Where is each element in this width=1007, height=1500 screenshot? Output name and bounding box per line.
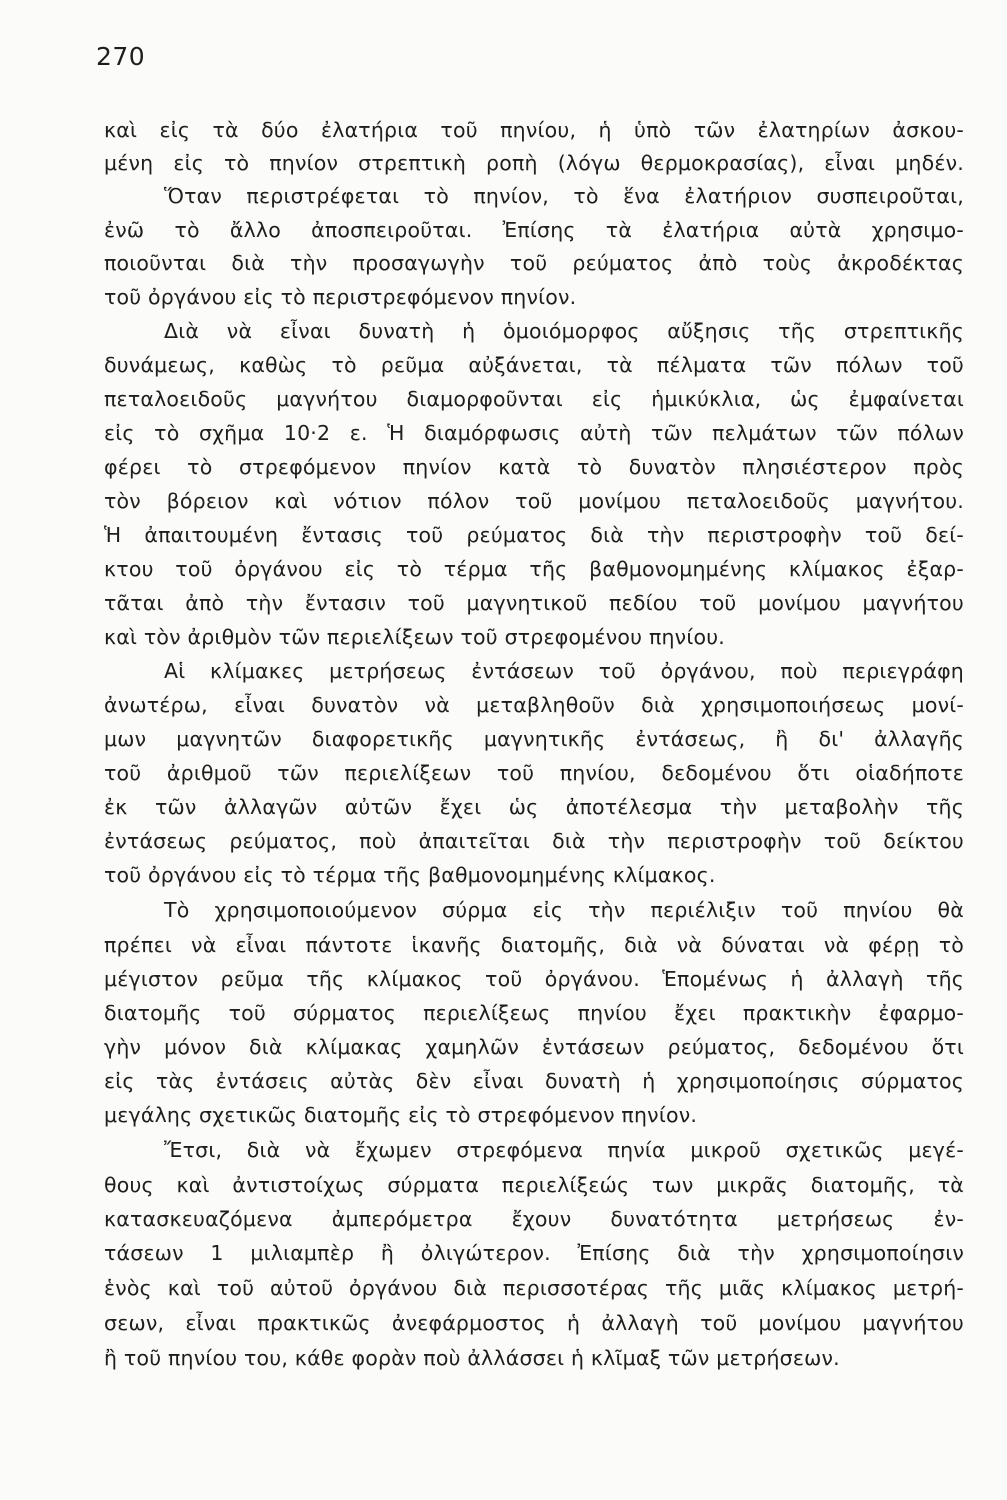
text-line: διατομῆς τοῦ σύρματος περιελίξεως πηνίου ἔχει πρακτικὴν ἐφαρμο-	[104, 1001, 964, 1025]
text-line: Διὰ νὰ εἶναι δυνατὴ ἡ ὁμοιόμορφος αὔξησις τῆς στρεπτικῆς	[164, 319, 964, 343]
page-number: 270	[96, 42, 146, 71]
text-line: ἐκ τῶν ἀλλαγῶν αὐτῶν ἔχει ὡς ἀποτέλεσμα τὴν μεταβολὴν τῆς	[104, 795, 964, 819]
text-line: μεγάλης σχετικῶς διατομῆς εἰς τὸ στρεφόμενον πηνίον.	[104, 1103, 698, 1127]
text-line: τοῦ ἀριθμοῦ τῶν περιελίξεων τοῦ πηνίου, δεδομένου ὅτι οἱαδήποτε	[104, 761, 964, 785]
text-line: ἀνωτέρω, εἶναι δυνατὸν νὰ μεταβληθοῦν διὰ χρησιμοποιήσεως μονί-	[104, 693, 964, 717]
text-line: εἰς τὸ σχῆμα 10·2 ε. Ἡ διαμόρφωσις αὐτὴ τῶν πελμάτων τῶν πόλων	[104, 421, 964, 445]
text-line: πρέπει νὰ εἶναι πάντοτε ἱκανῆς διατομῆς, διὰ νὰ δύναται νὰ φέρῃ τὸ	[104, 933, 964, 957]
text-line: μων μαγνητῶν διαφορετικῆς μαγνητικῆς ἐντάσεως, ἢ δι' ἀλλαγῆς	[104, 727, 964, 751]
text-line: τοῦ ὀργάνου εἰς τὸ περιστρεφόμενον πηνίον.	[104, 285, 577, 309]
text-line: Τὸ χρησιμοποιούμενον σύρμα εἰς τὴν περιέλιξιν τοῦ πηνίου θὰ	[164, 898, 964, 922]
text-line: κτου τοῦ ὀργάνου εἰς τὸ τέρμα τῆς βαθμονομημένης κλίμακος ἐξαρ-	[104, 557, 964, 581]
text-line: καὶ εἰς τὰ δύο ἐλατήρια τοῦ πηνίου, ἡ ὑπὸ τῶν ἐλατηρίων ἀσκου-	[104, 118, 964, 142]
text-line: Ὅταν περιστρέφεται τὸ πηνίον, τὸ ἕνα ἐλατήριον συσπειροῦται,	[164, 184, 964, 208]
text-line: ἑνὸς καὶ τοῦ αὐτοῦ ὀργάνου διὰ περισσοτέρας τῆς μιᾶς κλίμακος μετρή-	[104, 1276, 964, 1300]
text-line: ποιοῦνται διὰ τὴν προσαγωγὴν τοῦ ρεύματος ἀπὸ τοὺς ἀκροδέκτας	[104, 251, 964, 275]
text-line: σεων, εἶναι πρακτικῶς ἀνεφάρμοστος ἡ ἀλλαγὴ τοῦ μονίμου μαγνήτου	[104, 1311, 964, 1335]
text-line: μέγιστον ρεῦμα τῆς κλίμακος τοῦ ὀργάνου. Ἑπομένως ἡ ἀλλαγὴ τῆς	[104, 967, 964, 991]
text-line: εἰς τὰς ἐντάσεις αὐτὰς δὲν εἶναι δυνατὴ ἡ χρησιμοποίησις σύρματος	[104, 1069, 964, 1093]
text-line: Ἔτσι, διὰ νὰ ἔχωμεν στρεφόμενα πηνία μικροῦ σχετικῶς μεγέ-	[164, 1138, 964, 1162]
text-line: τᾶται ἀπὸ τὴν ἔντασιν τοῦ μαγνητικοῦ πεδίου τοῦ μονίμου μαγνήτου	[104, 591, 964, 615]
text-line: ἢ τοῦ πηνίου του, κάθε φορὰν ποὺ ἀλλάσσει ἡ κλῖμαξ τῶν μετρήσεων.	[104, 1346, 840, 1370]
text-line: τάσεων 1 μιλιαμπὲρ ἢ ὀλιγώτερον. Ἐπίσης διὰ τὴν χρησιμοποίησιν	[104, 1241, 964, 1265]
text-line: γὴν μόνον διὰ κλίμακας χαμηλῶν ἐντάσεων ρεύματος, δεδομένου ὅτι	[104, 1035, 964, 1059]
text-line: πεταλοειδοῦς μαγνήτου διαμορφοῦνται εἰς ἡμικύκλια, ὡς ἐμφαίνεται	[104, 387, 964, 411]
text-line: Αἱ κλίμακες μετρήσεως ἐντάσεων τοῦ ὀργάνου, ποὺ περιεγράφη	[164, 659, 964, 683]
text-line: φέρει τὸ στρεφόμενον πηνίον κατὰ τὸ δυνατὸν πλησιέστερον πρὸς	[104, 455, 964, 479]
text-line: Ἡ ἀπαιτουμένη ἔντασις τοῦ ρεύματος διὰ τὴν περιστροφὴν τοῦ δεί-	[104, 523, 964, 547]
text-line: τὸν βόρειον καὶ νότιον πόλον τοῦ μονίμου πεταλοειδοῦς μαγνήτου.	[104, 489, 964, 513]
text-line: ἐνῶ τὸ ἄλλο ἀποσπειροῦται. Ἐπίσης τὰ ἐλατήρια αὐτὰ χρησιμο-	[104, 218, 964, 242]
text-line: τοῦ ὀργάνου εἰς τὸ τέρμα τῆς βαθμονομημένης κλίμακος.	[104, 863, 716, 887]
text-line: μένη εἰς τὸ πηνίον στρεπτικὴ ροπὴ (λόγω θερμοκρασίας), εἶναι μηδέν.	[104, 151, 964, 175]
text-line: καὶ τὸν ἀριθμὸν τῶν περιελίξεων τοῦ στρεφομένου πηνίου.	[104, 625, 725, 649]
text-line: ἐντάσεως ρεύματος, ποὺ ἀπαιτεῖται διὰ τὴν περιστροφὴν τοῦ δείκτου	[104, 829, 964, 853]
text-line: θους καὶ ἀντιστοίχως σύρματα περιελίξεώς των μικρᾶς διατομῆς, τὰ	[104, 1173, 964, 1197]
text-line: κατασκευαζόμενα ἀμπερόμετρα ἔχουν δυνατότητα μετρήσεως ἐν-	[104, 1207, 964, 1231]
text-line: δυνάμεως, καθὼς τὸ ρεῦμα αὐξάνεται, τὰ πέλματα τῶν πόλων τοῦ	[104, 353, 964, 377]
